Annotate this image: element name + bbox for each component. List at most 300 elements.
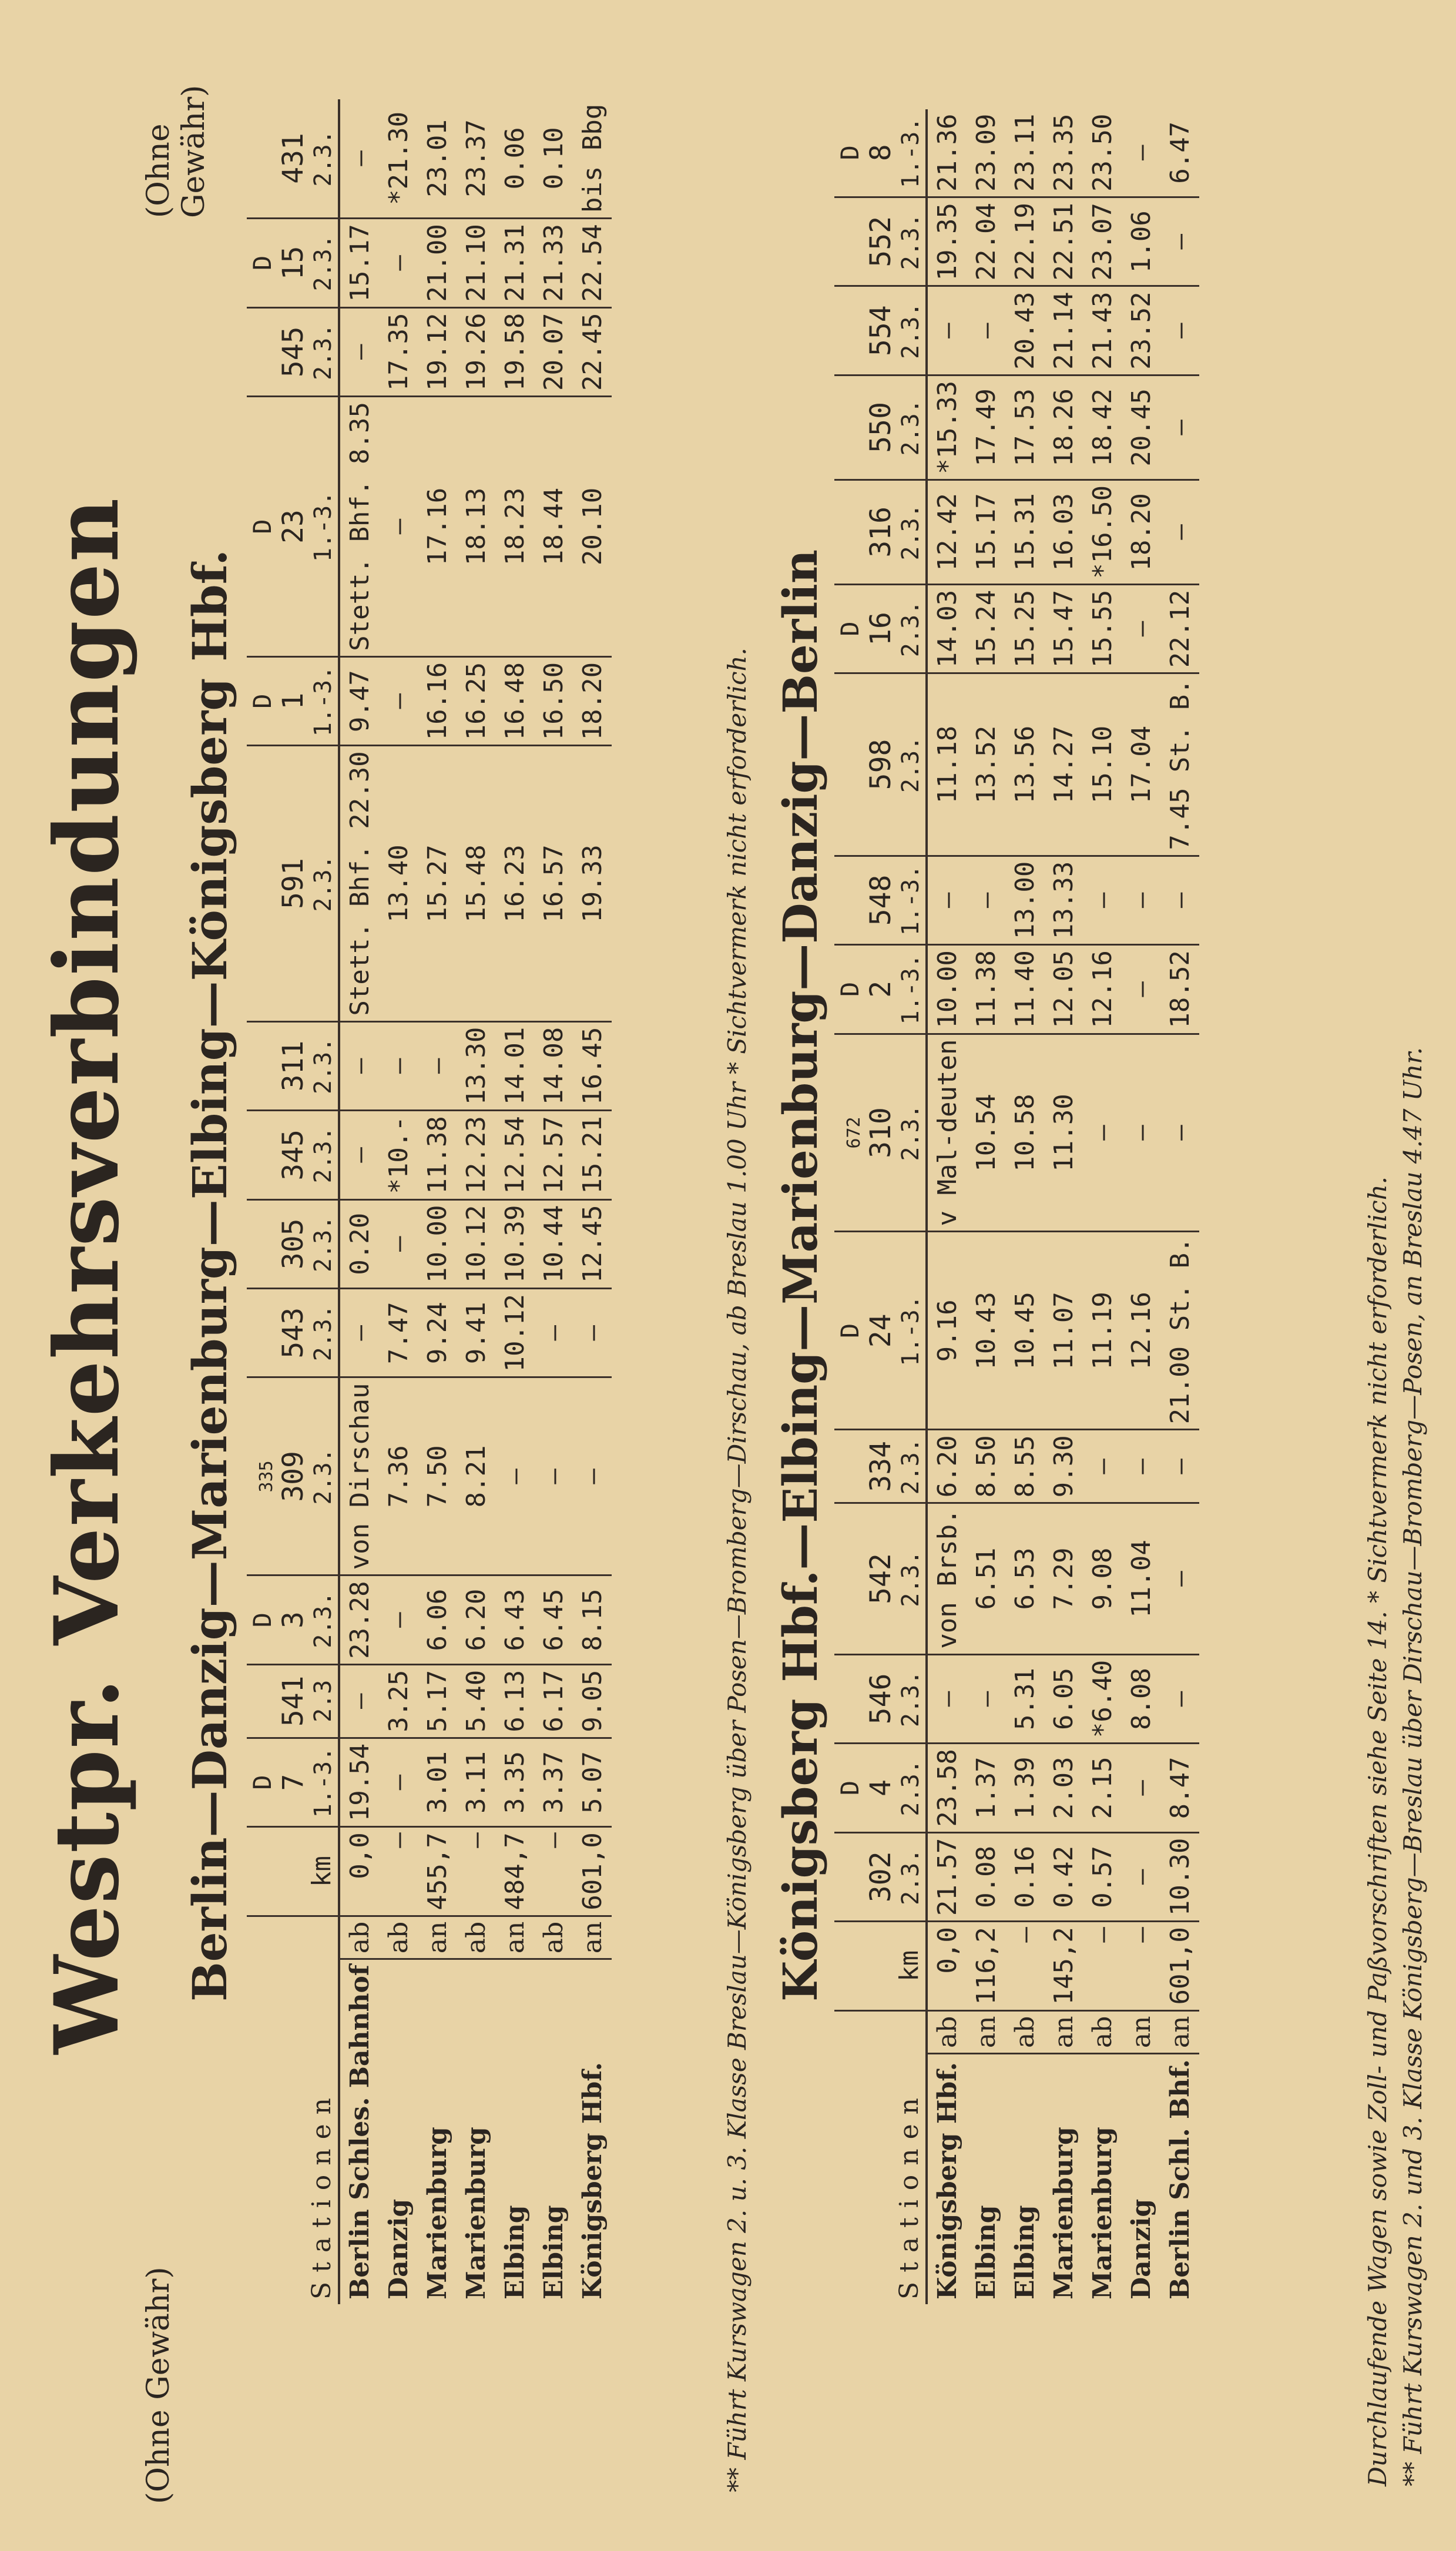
time-cell: 8.15 (573, 1575, 612, 1664)
km-cell: 0,0 (927, 1922, 967, 2010)
time-cell: 6.13 (495, 1664, 534, 1738)
train-type: D (836, 1323, 864, 1339)
time-cell: bis Bbg (573, 99, 612, 219)
time-cell: — (1122, 1832, 1160, 1921)
time-cell: 18.13 (457, 397, 495, 657)
station-name: Elbing (499, 2205, 530, 2299)
time-cell: 8.21 (457, 1377, 495, 1575)
time-cell: — (573, 1377, 612, 1575)
time-cell: 9.05 (573, 1664, 612, 1738)
train-header (834, 945, 927, 1034)
km-cell: 601,0 (573, 1827, 612, 1916)
time-cell: 21.31 (495, 219, 534, 307)
time-cell: 16.50 (534, 656, 573, 745)
train-number: 591 (277, 858, 310, 909)
time-cell: 13.40 (379, 746, 418, 1021)
train-header (834, 1232, 927, 1430)
time-cell: 22.51 (1044, 197, 1083, 286)
route-title-1: Berlin—Danzig—Marienburg—Elbing—Königsberg Hbf. (182, 549, 237, 2002)
time-cell: v Mal-deuten (927, 1034, 967, 1232)
time-cell: — (1160, 480, 1199, 584)
train-header (834, 1744, 927, 1832)
time-cell: 23.09 (967, 109, 1005, 197)
time-cell: 12.57 (534, 1111, 573, 1199)
time-cell: 10.43 (967, 1232, 1005, 1430)
arrival-departure: an (418, 1916, 457, 1959)
time-cell: 18.44 (534, 397, 573, 657)
time-cell: — (967, 286, 1005, 375)
time-cell: 9.08 (1083, 1503, 1122, 1654)
train-header (247, 1111, 339, 1199)
stations-header: Stationen (834, 2010, 927, 2304)
train-number: 345 (277, 1129, 310, 1181)
time-cell: 9.30 (1044, 1430, 1083, 1503)
time-cell: — (1160, 197, 1199, 286)
km-cell: 601,0 (1160, 1922, 1199, 2010)
train-header (247, 1738, 339, 1826)
table-row (967, 109, 1005, 2304)
time-cell: 10.12 (457, 1199, 495, 1288)
train-class: 2.3. (310, 1591, 337, 1648)
train-type: D (836, 981, 864, 997)
train-class: 2.3. (310, 855, 337, 912)
arrival-departure: ab (1083, 2010, 1122, 2054)
time-cell: 15.24 (967, 584, 1005, 673)
km-cell: — (1083, 1922, 1122, 2010)
train-class: 2.3 (310, 1680, 337, 1722)
time-cell: 15.10 (1083, 673, 1122, 856)
time-cell: 15.17 (967, 480, 1005, 584)
station-name: Marienburg (1048, 2127, 1079, 2299)
time-cell: 14.08 (534, 1021, 573, 1110)
train-type: D (836, 145, 864, 160)
table-row (573, 99, 612, 2304)
time-cell: 3.01 (418, 1738, 457, 1826)
time-cell: 13.56 (1005, 673, 1044, 856)
km-cell: — (1005, 1922, 1044, 2010)
time-cell: 16.57 (534, 746, 573, 1021)
train-header (247, 1575, 339, 1664)
time-cell: — (1083, 1034, 1122, 1232)
time-cell: 3.11 (457, 1738, 495, 1826)
train-class: 2.3. (897, 213, 924, 270)
time-cell: — (1122, 584, 1160, 673)
time-cell: 3.37 (534, 1738, 573, 1826)
time-cell: 7.36 (379, 1377, 418, 1575)
arrival-departure: an (495, 1916, 534, 1959)
time-cell: 12.45 (573, 1199, 612, 1288)
time-cell: 21.33 (534, 219, 573, 307)
train-header (834, 286, 927, 375)
table-row (379, 99, 418, 2304)
time-cell: — (1160, 1654, 1199, 1743)
train-number: 545 (277, 326, 310, 378)
train-class: 2.3. (310, 130, 337, 187)
time-cell: 21.14 (1044, 286, 1083, 375)
train-class: 2.3. (310, 1215, 337, 1272)
time-cell: — (534, 1377, 573, 1575)
train-type: D (248, 1612, 277, 1628)
time-cell: 5.17 (418, 1664, 457, 1738)
time-cell: 9.24 (418, 1289, 457, 1377)
station-name: Berlin Schles. Bahnhof (344, 1965, 375, 2299)
time-cell: 21.00 St. B. (1160, 1232, 1199, 1430)
time-cell: — (927, 286, 967, 375)
train-class: 2.3. (897, 302, 924, 359)
table-row (339, 99, 379, 2304)
train-header (247, 1021, 339, 1110)
time-cell: 2.03 (1044, 1744, 1083, 1832)
train-number: 3 (277, 1611, 310, 1629)
train-class: 1.-3. (897, 864, 924, 936)
time-cell: 14.03 (927, 584, 967, 673)
station-name: Elbing (971, 2205, 1001, 2299)
time-cell: 8.55 (1005, 1430, 1044, 1503)
time-cell: 18.42 (1083, 375, 1122, 480)
time-cell: 5.40 (457, 1664, 495, 1738)
time-cell: 16.25 (457, 656, 495, 745)
arrival-departure: an (1160, 2010, 1199, 2054)
time-cell: 11.19 (1083, 1232, 1122, 1430)
train-number: 554 (864, 305, 897, 357)
header-row (834, 109, 927, 2304)
time-cell: 23.28 (339, 1575, 379, 1664)
train-header (247, 99, 339, 219)
time-cell: *15.33 (927, 375, 967, 480)
train-number: 8 (864, 144, 897, 162)
time-cell: 6.47 (1160, 109, 1199, 197)
station-name: Königsberg Hbf. (577, 2062, 608, 2299)
table-row (418, 99, 457, 2304)
time-cell: — (534, 1289, 573, 1377)
table-row (1122, 109, 1160, 2304)
time-cell: 0.08 (967, 1832, 1005, 1921)
km-cell: 455,7 (418, 1827, 457, 1916)
train-number: 550 (864, 402, 897, 453)
km-cell: 116,2 (967, 1922, 1005, 2010)
train-class: 2.3. (897, 1670, 924, 1728)
time-cell: 15.27 (418, 746, 457, 1021)
train-class: 2.3. (897, 1550, 924, 1607)
time-cell: 0.20 (339, 1199, 379, 1288)
train-header (834, 480, 927, 584)
km-cell: — (457, 1827, 495, 1916)
table-row (457, 99, 495, 2304)
time-cell: 10.00 (418, 1199, 457, 1288)
time-cell: 22.19 (1005, 197, 1044, 286)
page-title: Westpr. Verkehrsverbindungen (35, 497, 139, 2054)
station-name: Marienburg (422, 2127, 452, 2299)
train-type: D (248, 693, 277, 709)
time-cell: 10.12 (495, 1289, 534, 1377)
time-cell: 19.26 (457, 307, 495, 396)
time-cell: 23.07 (1083, 197, 1122, 286)
time-cell: 12.42 (927, 480, 967, 584)
train-number: 548 (864, 874, 897, 926)
train-class: 1.-3. (310, 1747, 337, 1818)
station-name: Berlin Schl. Bhf. (1165, 2059, 1195, 2299)
train-header (834, 1503, 927, 1654)
train-number: 546 (864, 1673, 897, 1725)
train-class: 2.3. (310, 323, 337, 380)
time-cell: 20.07 (534, 307, 573, 396)
time-cell: 6.53 (1005, 1503, 1044, 1654)
train-header (247, 1664, 339, 1738)
timetable-2 (834, 109, 1199, 2304)
time-cell: 6.17 (534, 1664, 573, 1738)
train-number: 2 (864, 980, 897, 998)
time-cell: — (1122, 856, 1160, 944)
train-type: D (248, 519, 277, 534)
train-class: 2.3. (897, 399, 924, 456)
train-number: 334 (864, 1440, 897, 1492)
time-cell: 14.01 (495, 1021, 534, 1110)
time-cell: 20.10 (573, 397, 612, 657)
time-cell: — (379, 1199, 418, 1288)
train-type: D (836, 621, 864, 636)
time-cell: 17.35 (379, 307, 418, 396)
time-cell: 19.35 (927, 197, 967, 286)
time-cell: 23.35 (1044, 109, 1083, 197)
train-class: 2.3. (897, 1848, 924, 1906)
time-cell: 19.33 (573, 746, 612, 1021)
time-cell: 12.54 (495, 1111, 534, 1199)
time-cell: — (1160, 286, 1199, 375)
time-cell: Stett. Bhf. 22.30 (339, 746, 379, 1021)
time-cell: 12.05 (1044, 945, 1083, 1034)
time-cell: 21.36 (927, 109, 967, 197)
train-header (247, 1199, 339, 1288)
train-header (247, 219, 339, 307)
train-class: 2.3. (897, 1759, 924, 1816)
table-row (1083, 109, 1122, 2304)
time-cell: — (379, 1575, 418, 1664)
train-number: 431 (277, 133, 310, 184)
train-header (834, 197, 927, 286)
train-number: 302 (864, 1851, 897, 1903)
train-number: 7 (277, 1774, 310, 1791)
time-cell: 3.35 (495, 1738, 534, 1826)
time-cell: 19.12 (418, 307, 457, 396)
time-cell: 1.06 (1122, 197, 1160, 286)
train-extra: 672 (844, 1117, 864, 1149)
table-row (927, 109, 967, 2304)
time-cell: — (967, 1654, 1005, 1743)
time-cell: 18.20 (573, 656, 612, 745)
km-cell: — (534, 1827, 573, 1916)
time-cell: 21.00 (418, 219, 457, 307)
time-cell: 0.42 (1044, 1832, 1083, 1921)
train-class: 2.3. (897, 600, 924, 658)
time-cell: 17.49 (967, 375, 1005, 480)
time-cell: 0.57 (1083, 1832, 1122, 1921)
train-header (834, 1832, 927, 1921)
time-cell: 15.21 (573, 1111, 612, 1199)
train-number: 316 (864, 506, 897, 558)
train-header (834, 1430, 927, 1503)
time-cell: 18.23 (495, 397, 534, 657)
station-name: Elbing (538, 2205, 569, 2299)
time-cell: — (379, 1021, 418, 1110)
time-cell: 13.30 (457, 1021, 495, 1110)
time-cell: 23.58 (927, 1744, 967, 1832)
train-header (834, 1654, 927, 1743)
time-cell: 8.50 (967, 1430, 1005, 1503)
time-cell: 5.31 (1005, 1654, 1044, 1743)
train-number: 309 (277, 1451, 310, 1502)
time-cell: 6.05 (1044, 1654, 1083, 1743)
time-cell: 1.39 (1005, 1744, 1044, 1832)
time-cell: *10.- (379, 1111, 418, 1199)
time-cell: 19.54 (339, 1738, 379, 1826)
train-number: 16 (864, 612, 897, 646)
station-name: Marienburg (461, 2127, 491, 2299)
footnote-2b: ** Führt Kurswagen 2. und 3. Klasse Königsberg—Breslau über Dirschau—Bromberg—Posen, an Breslau 4.47 Uhr. (1398, 1047, 1427, 2486)
time-cell: — (379, 397, 418, 657)
time-cell: 18.52 (1160, 945, 1199, 1034)
train-class: 2.3. (310, 1305, 337, 1362)
time-cell: 1.37 (967, 1744, 1005, 1832)
time-cell: 20.43 (1005, 286, 1044, 375)
disclaimer-left: (Ohne Gewähr) (141, 2267, 176, 2504)
time-cell: 10.44 (534, 1199, 573, 1288)
table-row (1044, 109, 1083, 2304)
time-cell: 22.04 (967, 197, 1005, 286)
time-cell: 12.16 (1083, 945, 1122, 1034)
time-cell: 12.16 (1122, 1232, 1160, 1430)
time-cell: — (339, 99, 379, 219)
train-header (834, 584, 927, 673)
time-cell: 17.53 (1005, 375, 1044, 480)
time-cell: von Dirschau (339, 1377, 379, 1575)
train-class: 2.3. (310, 234, 337, 291)
time-cell: 8.47 (1160, 1744, 1199, 1832)
time-cell: 14.27 (1044, 673, 1083, 856)
train-header (834, 673, 927, 856)
train-class: 2.3. (310, 1127, 337, 1184)
time-cell: 2.15 (1083, 1744, 1122, 1832)
train-number: 1 (277, 692, 310, 710)
time-cell: 5.07 (573, 1738, 612, 1826)
time-cell: 16.45 (573, 1021, 612, 1110)
train-header (247, 1377, 339, 1575)
station-name: Danzig (383, 2198, 414, 2299)
time-cell: 6.45 (534, 1575, 573, 1664)
time-cell: 17.16 (418, 397, 457, 657)
arrival-departure: ab (339, 1916, 379, 1959)
arrival-departure: ab (534, 1916, 573, 1959)
train-header (834, 856, 927, 944)
time-cell: 10.58 (1005, 1034, 1044, 1232)
table-row (534, 99, 573, 2304)
train-class: 1.-3. (897, 117, 924, 188)
time-cell: 21.57 (927, 1832, 967, 1921)
time-cell: 7.29 (1044, 1503, 1083, 1654)
train-header (834, 109, 927, 197)
time-cell: 9.47 (339, 656, 379, 745)
time-cell: 16.23 (495, 746, 534, 1021)
time-cell: 21.43 (1083, 286, 1122, 375)
time-cell: 23.52 (1122, 286, 1160, 375)
time-cell: 0.10 (534, 99, 573, 219)
train-number: 598 (864, 739, 897, 790)
time-cell: 22.12 (1160, 584, 1199, 673)
time-cell: 15.55 (1083, 584, 1122, 673)
time-cell: 6.43 (495, 1575, 534, 1664)
time-cell: *16.50 (1083, 480, 1122, 584)
train-class: 1.-3. (897, 954, 924, 1025)
km-cell: 0,0 (339, 1827, 379, 1916)
time-cell: 10.30 (1160, 1832, 1199, 1921)
time-cell: — (1160, 1034, 1199, 1232)
time-cell: 15.47 (1044, 584, 1083, 673)
train-class: 2.3. (897, 1438, 924, 1495)
train-number: 4 (864, 1779, 897, 1796)
train-number: 552 (864, 216, 897, 267)
time-cell: — (1160, 375, 1199, 480)
station-name: Königsberg Hbf. (932, 2062, 962, 2299)
time-cell: — (379, 1738, 418, 1826)
time-cell: 11.04 (1122, 1503, 1160, 1654)
time-cell: 18.26 (1044, 375, 1083, 480)
train-class: 2.3. (897, 504, 924, 561)
time-cell: — (573, 1289, 612, 1377)
station-name: Danzig (1126, 2198, 1156, 2299)
time-cell: — (927, 1654, 967, 1743)
time-cell: 15.31 (1005, 480, 1044, 584)
train-number: 24 (864, 1313, 897, 1348)
train-number: 311 (277, 1040, 310, 1092)
route-title-2: Königsberg Hbf.—Elbing—Marienburg—Danzig—Berlin (773, 549, 828, 2002)
train-extra: 335 (256, 1460, 277, 1493)
train-header (834, 1034, 927, 1232)
time-cell: 16.16 (418, 656, 457, 745)
time-cell: 11.40 (1005, 945, 1044, 1034)
train-number: 23 (277, 509, 310, 544)
arrival-departure: an (967, 2010, 1005, 2054)
table-row (495, 99, 534, 2304)
time-cell: 13.52 (967, 673, 1005, 856)
timetable-1 (247, 99, 612, 2304)
time-cell: 9.41 (457, 1289, 495, 1377)
train-class: 1.-3. (897, 1295, 924, 1366)
time-cell: 10.00 (927, 945, 967, 1034)
time-cell: 23.11 (1005, 109, 1044, 197)
train-number: 310 (864, 1107, 897, 1158)
km-cell: 145,2 (1044, 1922, 1083, 2010)
time-cell: 6.20 (457, 1575, 495, 1664)
time-cell: — (339, 1021, 379, 1110)
time-cell: — (379, 656, 418, 745)
time-cell: — (339, 307, 379, 396)
time-cell: 16.48 (495, 656, 534, 745)
train-type: D (836, 1780, 864, 1796)
time-cell: 21.10 (457, 219, 495, 307)
train-type: D (248, 1775, 277, 1790)
footnote-1: ** Führt Kurswagen 2. u. 3. Klasse Breslau—Königsberg über Posen—Bromberg—Dirschau, ab Breslau 1.00 Uhr * Sichtvermerk nicht erforderlich. (723, 648, 752, 2492)
time-cell: — (1122, 945, 1160, 1034)
time-cell: 3.25 (379, 1664, 418, 1738)
arrival-departure: an (1122, 2010, 1160, 2054)
time-cell: 23.37 (457, 99, 495, 219)
train-header (247, 307, 339, 396)
train-header (834, 375, 927, 480)
time-cell: 6.06 (418, 1575, 457, 1664)
time-cell: von Brsb. (927, 1503, 967, 1654)
train-header (247, 1289, 339, 1377)
time-cell: 7.45 St. B. (1160, 673, 1199, 856)
time-cell: 23.50 (1083, 109, 1122, 197)
